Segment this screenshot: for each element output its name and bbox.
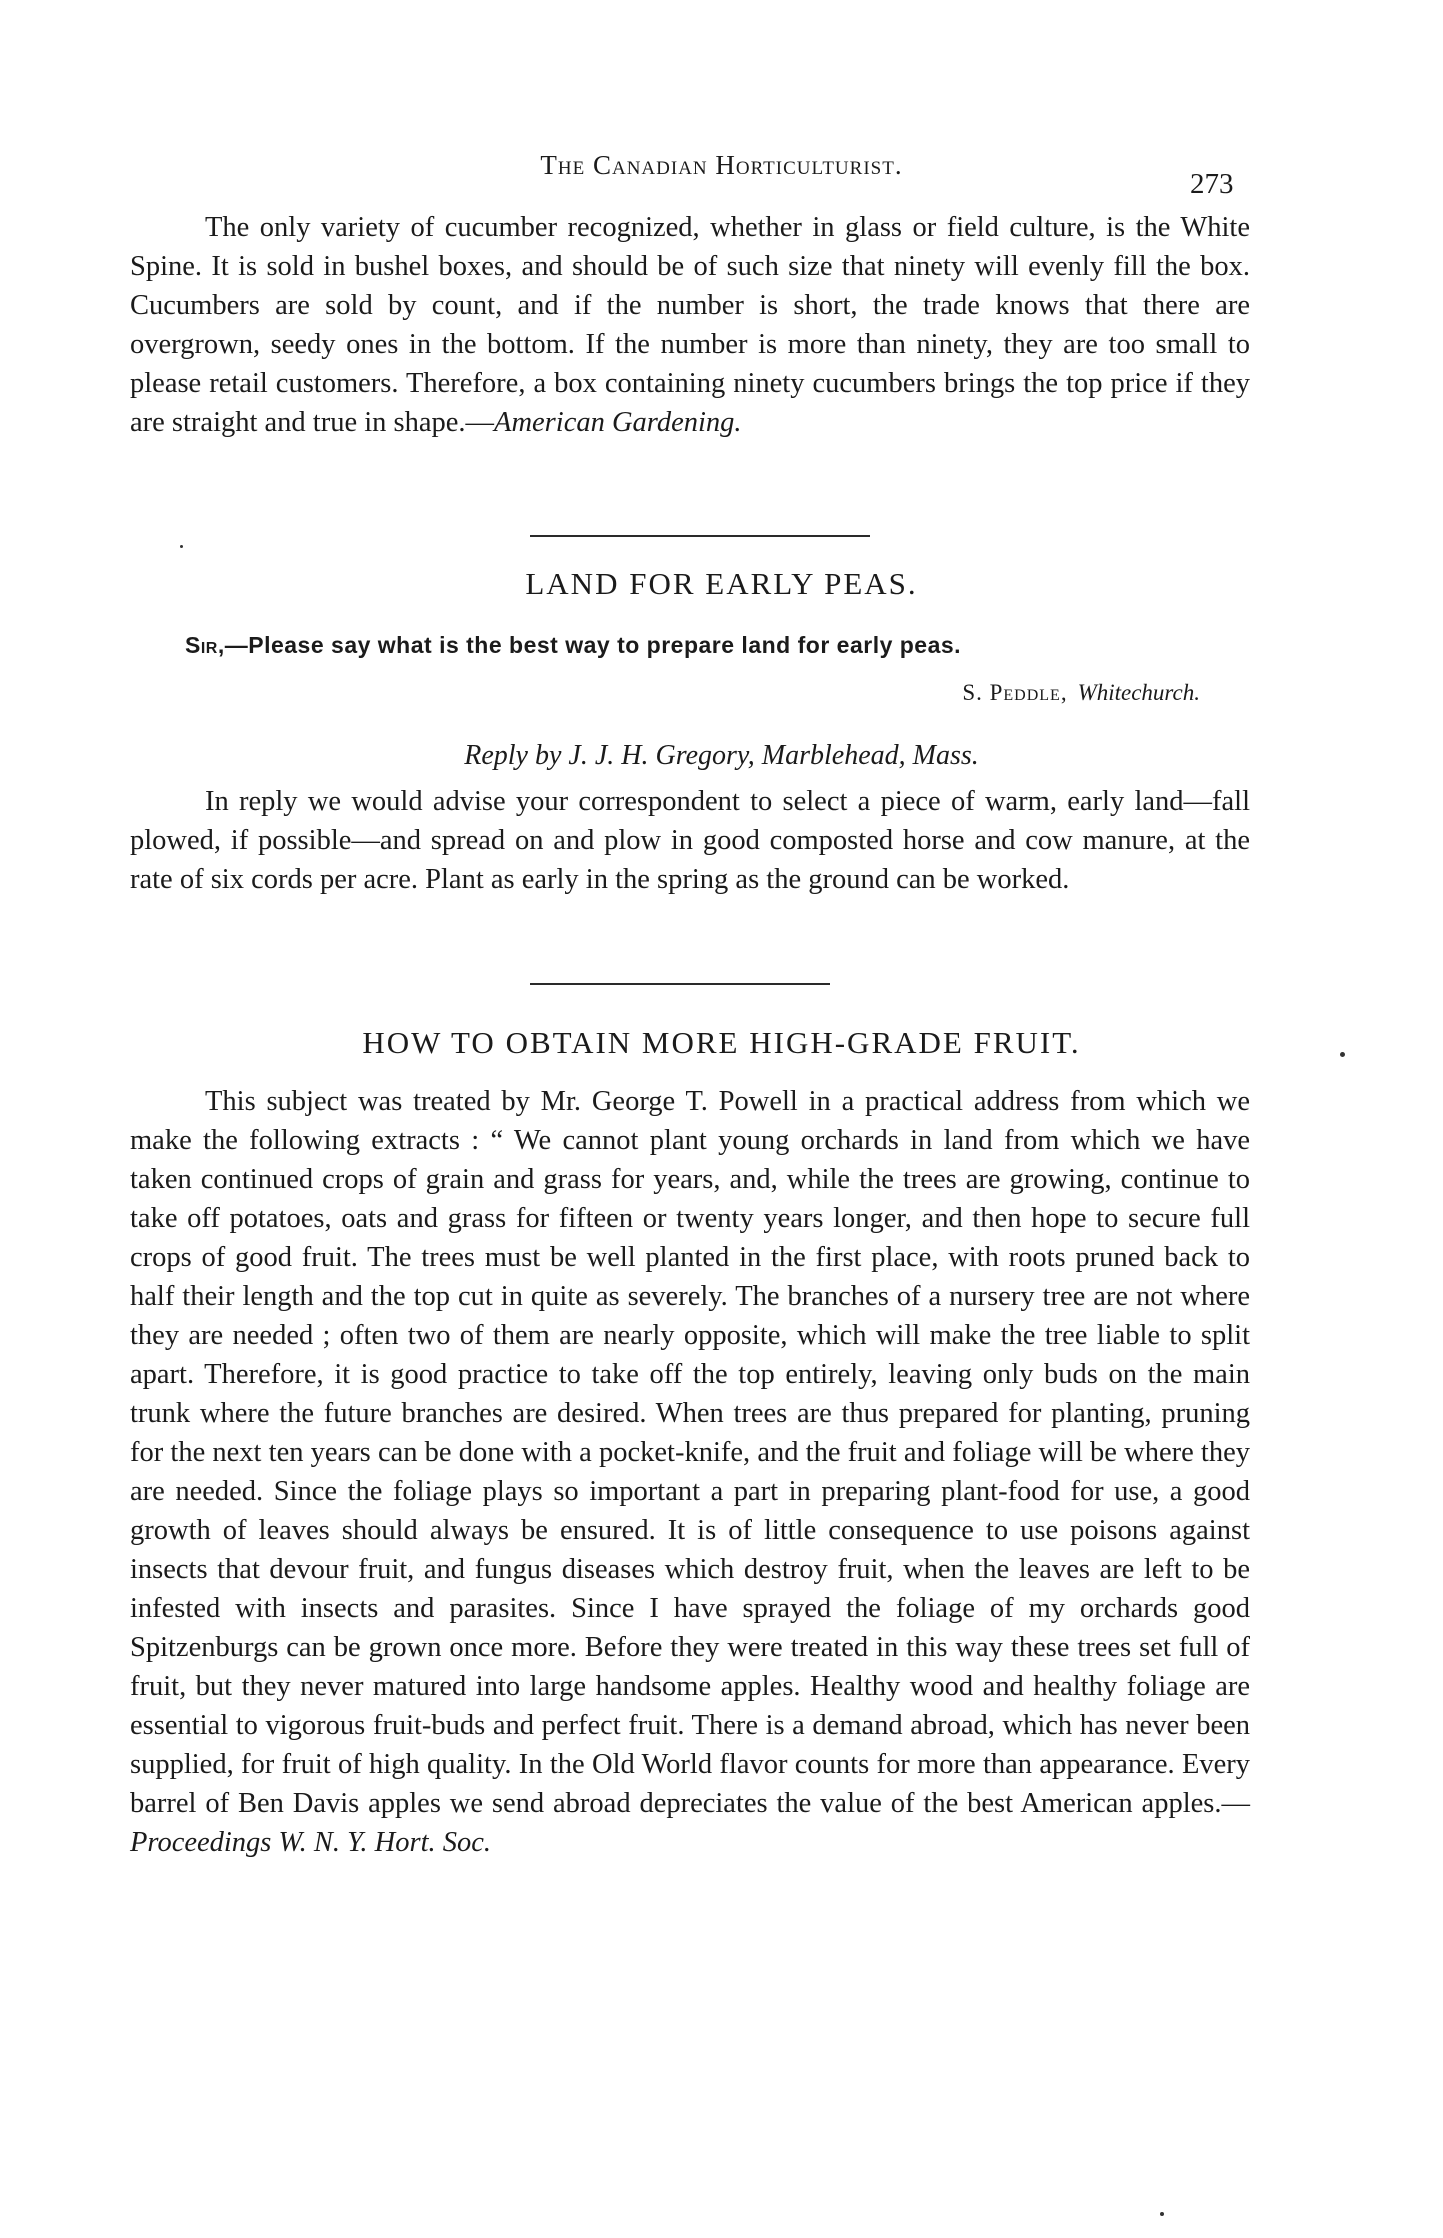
paragraph [130,1082,1250,1862]
scan-speck [1160,2212,1164,2216]
signature-name: S. Peddle, [962,680,1068,705]
letter-salutation: Sir, [185,632,225,658]
section-divider [530,983,830,985]
scan-speck [1340,1052,1345,1057]
letter-to-editor [185,632,1285,659]
scan-speck [180,545,183,548]
article-peas [130,782,1250,899]
source-citation: Proceedings W. N. Y. Hort. Soc. [130,1827,492,1858]
section-heading: LAND FOR EARLY PEAS. [525,566,918,601]
paragraph-text: The only variety of cucumber recognized, whether in glass or field culture, is the White Spine. It is sold in bushel boxes, and should be of such size that ninety will evenly fill the box. Cucumbers are sold by count, and if the number is short, the trade knows that there are overgrown, seedy ones in the bottom. If the number is more than ninety, they are too small to please retail customers. Therefore, a box containing ninety cucumbers brings the top price if they are straight and true in shape.— [130,212,1250,438]
paragraph-text: This subject was treated by Mr. George T. Powell in a practical address from which we make the following extracts : “ We cannot plant young orchards in land from which we have taken continued crops of grain and grass for years, and, while the trees are growing, continue to take off potatoes, oats and grass for fifteen or twenty years longer, and then hope to secure full crops of good fruit. The trees must be well planted in the first place, with roots pruned back to half their length and the top cut in quite as severely. The branches of a nursery tree are not where they are needed ; often two of them are nearly opposite, which will make the tree liable to split apart. Therefore, it is good practice to take off the top entirely, leaving only buds on the main trunk where the future branches are desired. When trees are thus prepared for planting, pruning for the next ten years can be done with a pocket-knife, and the fruit and foliage will be where they are needed. Since the foliage plays so important a part in preparing plant-food for use, a good growth of leaves should always be ensured. It is of little consequence to use poisons against insects that devour fruit, and fungus diseases which destroy fruit, when the leaves are left to be infested with insects and parasites. Since I have sprayed the foliage of my orchards good Spitzenburgs can be grown once more. Before they were treated in this way these trees set full of fruit, but they never matured into large handsome apples. Healthy wood and healthy foliage are essential to vigorous fruit-buds and perfect fruit. There is a demand abroad, which has never been supplied, for fruit of high quality. In the Old World flavor counts for more than appearance. Every barrel of Ben Davis apples we send abroad depreciates the value of the best American apples.— [130,1086,1250,1819]
article-fruit [130,1082,1250,1862]
signature-place: Whitechurch. [1077,680,1200,705]
article-cucumbers [130,208,1250,442]
paragraph: In reply we would advise your correspondent to select a piece of warm, early land—fall plowed, if possible—and spread on and plow in good composted horse and cow manure, at the rate of six cords per acre. Plant as early in the spring as the ground can be worked. [130,786,1250,895]
source-citation: American Gardening. [494,407,742,438]
section-divider [530,535,870,537]
section-heading: HOW TO OBTAIN MORE HIGH-GRADE FRUIT. [362,1025,1081,1060]
letter-signature [880,680,1200,706]
reply-byline: Reply by J. J. H. Gregory, Marblehead, Mass. [464,740,979,771]
letter-text: —Please say what is the best way to prepare land for early peas. [224,632,962,658]
paragraph [130,208,1250,442]
running-title: The Canadian Horticulturist. [540,150,903,180]
page-number: 273 [1190,168,1234,200]
